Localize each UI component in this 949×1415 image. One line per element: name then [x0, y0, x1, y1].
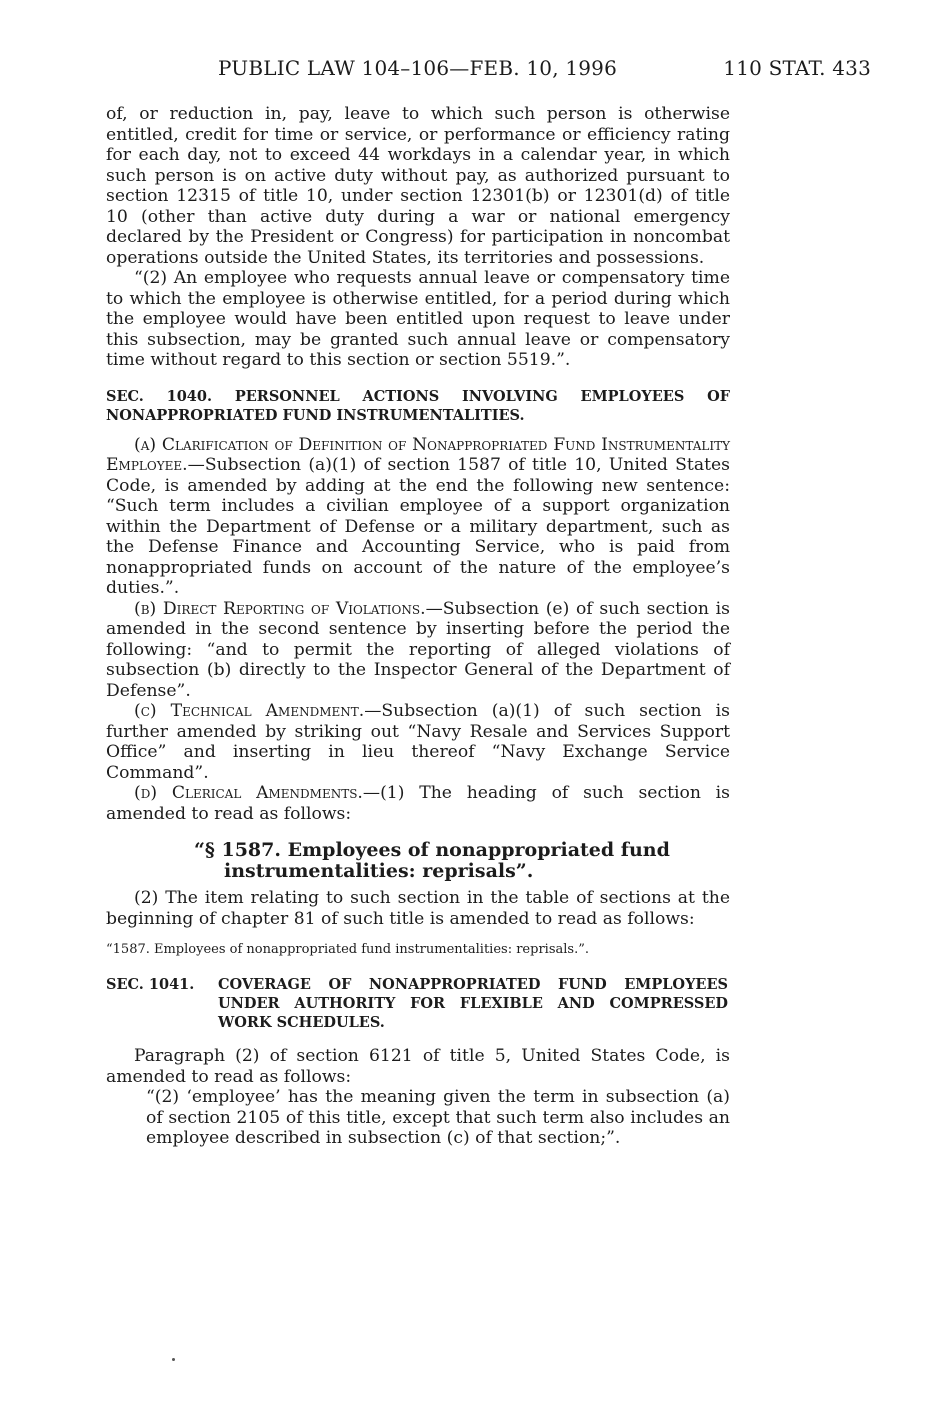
paragraph-a: [106, 435, 730, 599]
paragraph-d-text: —(1) The heading of such section is amended to read as follows:: [106, 783, 730, 824]
paragraph-d-heading: (d) Clerical Amendments.: [134, 783, 363, 803]
section-1041-heading: [106, 975, 730, 1032]
section-1040-title: PERSONNEL ACTIONS INVOLVING EMPLOYEES OF NONAPPROPRIATED FUND INSTRUMENTALITIES.: [106, 387, 730, 424]
paragraph-a-heading: (a) Clarification of Definition of Nonappropriated Fund Instrumentality Employee.: [106, 434, 730, 475]
section-1041-title: COVERAGE OF NONAPPROPRIATED FUND EMPLOYEES UNDER AUTHORITY FOR FLEXIBLE AND COMPRESSED WORK SCHEDULES.: [218, 976, 728, 1031]
paragraph-b: [106, 599, 730, 702]
paragraph-a-text: —Subsection (a)(1) of section 1587 of title 10, United States Code, is amended by adding at the end the following new sentence: “Such term includes a civilian employee of a support organization within the Department of Defense or a military department, such as the Defense Finance and Accounting Service, who is paid from nonappropriated funds on account of the nature of the employee’s duties.”.: [106, 455, 730, 598]
paragraph-continued: of, or reduction in, pay, leave to which such person is otherwise entitled, credit for time or service, or performance or efficiency rating for each day, not to exceed 44 workdays in a calendar year, in which such person is on active duty without pay, as authorized pursuant to section 12315 of title 10, under section 12301(b) or 12301(d) of title 10 (other than active duty during a war or national emergency declared by the President or Congress) for participation in noncombat operations outside the United States, its territories and possessions.: [106, 104, 730, 268]
paragraph-item-2: (2) The item relating to such section in the table of sections at the beginning of chapter 81 of such title is amended to read as follows:: [106, 888, 730, 929]
header-law-date: PUBLIC LAW 104–106—FEB. 10, 1996: [218, 56, 618, 80]
paragraph-c-text: —Subsection (a)(1) of such section is further amended by striking out “Navy Resale and Services Support Office” and inserting in lieu thereof “Navy Exchange Service Command”.: [106, 701, 730, 783]
paragraph-b-text: —Subsection (e) of such section is amended in the second sentence by inserting before the period the following: “and to permit the reporting of alleged violations of subsection (b) directly to the Inspector General of the Department of Defense”.: [106, 598, 730, 701]
paragraph-c-heading: (c) Technical Amendment.: [134, 701, 365, 721]
section-1587-new-heading: “§ 1587. Employees of nonappropriated fund instrumentalities: reprisals”.: [194, 839, 670, 882]
section-1040-label: SEC. 1040.: [106, 387, 213, 405]
section-1040-heading: [106, 387, 730, 425]
paragraph-section-6121: Paragraph (2) of section 6121 of title 5, United States Code, is amended to read as follows:: [106, 1046, 730, 1087]
paragraph-b-heading: (b) Direct Reporting of Violations.: [134, 598, 426, 619]
paragraph-c: [106, 701, 730, 783]
document-body: [106, 104, 730, 1149]
paragraph-subsection-2: “(2) An employee who requests annual leave or compensatory time to which the employee is otherwise entitled, for a period during which the employee would have been entitled upon request to leave under this subsection, may be granted such annual leave or compensatory time without regard to this section or section 5519.”.: [106, 268, 730, 370]
section-1041-label: SEC. 1041.: [106, 976, 195, 993]
scan-speck: [172, 1358, 175, 1361]
table-of-sections-entry: “1587. Employees of nonappropriated fund instrumentalities: reprisals.”.: [106, 942, 589, 957]
header-stat-page: 110 STAT. 433: [723, 56, 871, 80]
paragraph-d: [106, 783, 730, 824]
paragraph-employee-definition: “(2) ‘employee’ has the meaning given the term in subsection (a) of section 2105 of this title, except that such term also includes an employee described in subsection (c) of that section;”.: [146, 1087, 730, 1148]
